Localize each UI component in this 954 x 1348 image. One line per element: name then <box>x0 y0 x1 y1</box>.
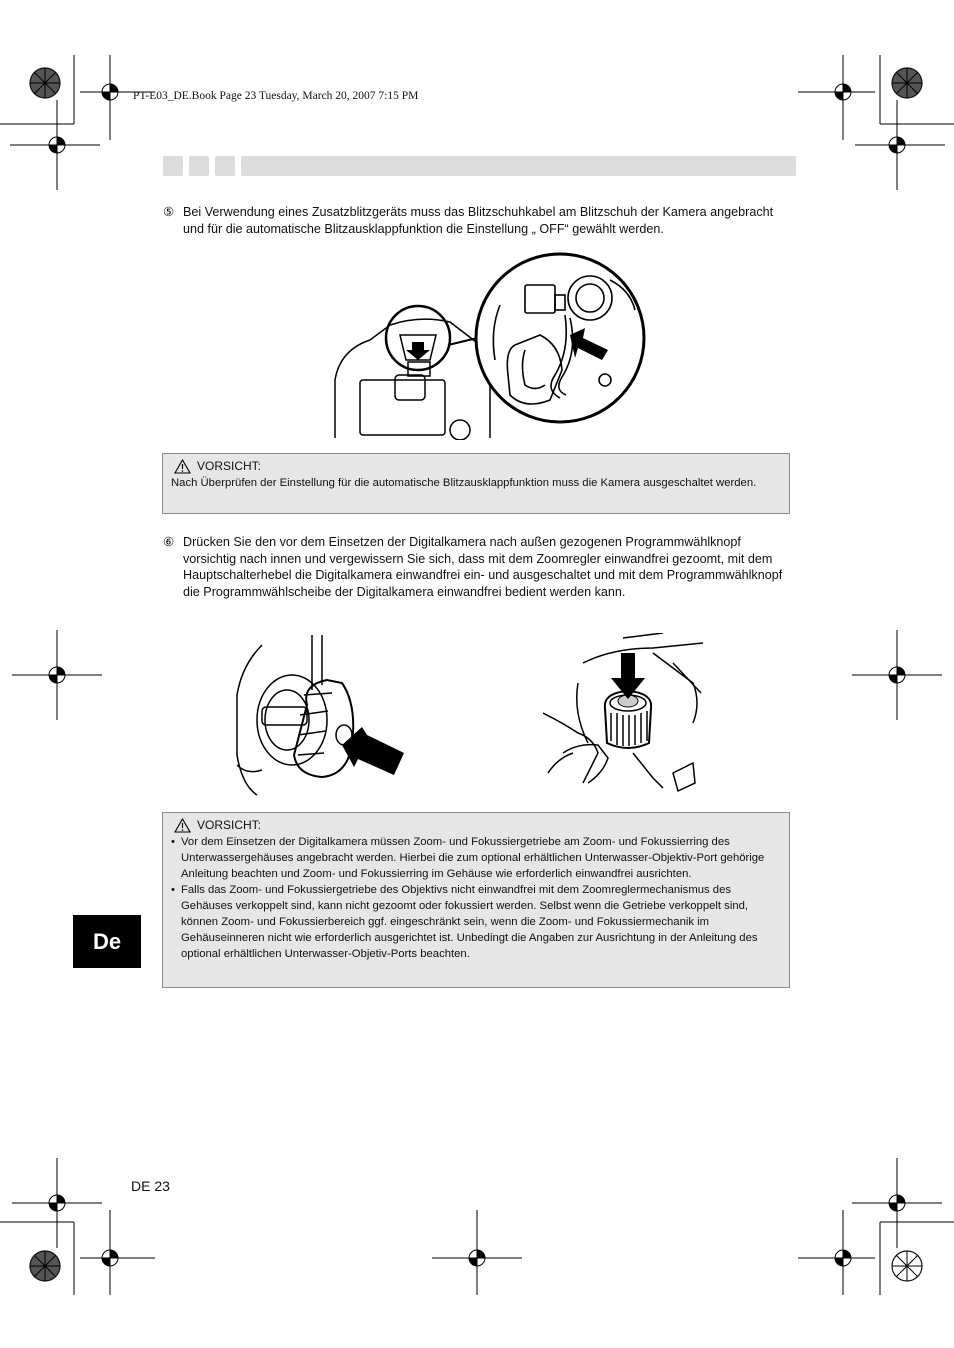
step-5-number: ⑤ <box>163 205 175 219</box>
caution-box-1 <box>162 453 790 514</box>
step-5 <box>163 204 793 237</box>
caution-1-text: Nach Überprüfen der Einstellung für die automatische Blitzausklappfunktion muss die Kamera ausgeschaltet werden. <box>171 477 757 489</box>
page-number: DE 23 <box>131 1178 170 1194</box>
caution-2-bullet-2: • Falls das Zoom- und Fokussiergetriebe des Objektivs nicht einwandfrei mit dem Zoomreglermechanismus des Gehäuses verkoppelt sind, kann nicht gezoomt oder fokussiert werden. Selbst wenn die Getriebe verkoppelt sind, können Zoom- und Fokussierbereich ggf. eingeschränkt sein, wenn die Zoom- und Fokussiermechanik im Gehäuseinneren nicht wie erforderlich ausgerichtet ist. Unbedingt die Angaben zur Ausrichtung in der Anleitung des optional erhältlichen Unterwasser-Objetiv-Ports beachten. <box>171 882 781 962</box>
caution-2-title-row <box>174 817 781 833</box>
language-tab: De <box>73 915 141 968</box>
header-bar <box>241 156 796 176</box>
caution-2-list <box>171 834 781 962</box>
zoom-knob-illustration <box>543 633 703 793</box>
header-square-3 <box>215 156 235 176</box>
caution-2-title: VORSICHT: <box>197 818 262 832</box>
warning-triangle-icon <box>174 818 191 833</box>
header-square-1 <box>163 156 183 176</box>
header-square-2 <box>189 156 209 176</box>
step-6-text: Drücken Sie den vor dem Einsetzen der Digitalkamera nach außen gezogenen Programmwählknopf vorsichtig nach innen und vergewissern Sie sich, dass mit dem Zoomregler einwandfrei gezoomt, mit dem Hauptschalterhebel die Digitalkamera einwandfrei ein- und ausgeschaltet und mit dem Programmwählknopf die Programmwählscheibe der Digitalkamera einwandfrei bedient werden kann. <box>183 535 783 599</box>
step-5-text: Bei Verwendung eines Zusatzblitzgeräts muss das Blitzschuhkabel am Blitzschuh der Kamera angebracht und für die automatische Blitzausklappfunktion die Einstellung „ OFF“ gewählt werden. <box>183 205 774 236</box>
flash-cable-illustration <box>330 250 650 440</box>
print-header: PT-E03_DE.Book Page 23 Tuesday, March 20, 2007 7:15 PM <box>133 90 419 102</box>
dial-knob-illustration <box>232 635 412 800</box>
warning-triangle-icon <box>174 459 191 474</box>
caution-2-bullet-1: • Vor dem Einsetzen der Digitalkamera müssen Zoom- und Fokussiergetriebe am Zoom- und Fokussierring des Unterwassergehäuses angebracht werden. Hierbei die zum optional erhältlichen Unterwasser-Objektiv-Port gehörige Anleitung beachten und Zoom- und Fokussierring im Gehäuse wie erforderlich einwandfrei ausrichten. <box>171 834 781 882</box>
step-6 <box>163 534 793 600</box>
step-6-number: ⑥ <box>163 535 175 549</box>
caution-box-2 <box>162 812 790 988</box>
caution-1-title: VORSICHT: <box>197 459 262 473</box>
caution-1-title-row <box>174 458 781 474</box>
